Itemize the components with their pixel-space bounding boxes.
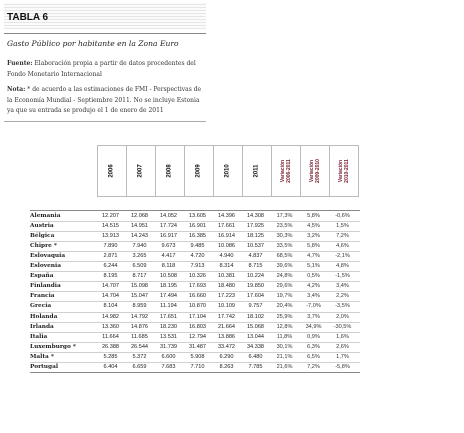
cell-value: 5.285 xyxy=(103,353,118,360)
cell-value: 21,6% xyxy=(276,363,293,370)
cell-value: 29,6% xyxy=(276,283,293,290)
cell-value: 6.509 xyxy=(132,263,147,270)
cell-value: 9.485 xyxy=(190,243,205,250)
cell-value: 11,8% xyxy=(276,333,293,340)
column-header-label: 2008 xyxy=(166,163,173,178)
cell-value: 33.472 xyxy=(217,343,236,350)
country-name: Portugal xyxy=(30,363,59,370)
cell-value: 18.195 xyxy=(159,283,178,290)
cell-value: -7,0% xyxy=(306,303,321,310)
cell-value: 16.660 xyxy=(188,293,207,300)
cell-value: 16.917 xyxy=(159,233,178,240)
country-name: Francia xyxy=(30,293,55,300)
cell-value: 14.515 xyxy=(101,223,120,230)
cell-value: 8.263 xyxy=(219,363,234,370)
column-header-label: Variación 2009-2010 xyxy=(308,158,321,183)
notes-rule xyxy=(4,121,206,122)
cell-value: -0,6% xyxy=(335,213,350,219)
table-row xyxy=(30,211,360,221)
cell-value: 3.265 xyxy=(132,253,147,260)
cell-value: 14.243 xyxy=(130,233,149,240)
cell-value: 30,3% xyxy=(276,233,293,240)
source-text: Elaboración propia a partir de datos procedentes del Fondo Monetario Internacional xyxy=(7,60,196,78)
cell-value: 3,4% xyxy=(336,283,349,290)
cell-value: 11.664 xyxy=(102,333,119,340)
cell-value: 13.531 xyxy=(159,333,178,340)
column-header-label: 2010 xyxy=(224,163,231,178)
cell-value: 21.664 xyxy=(217,323,236,330)
cell-value: 14.704 xyxy=(101,293,120,300)
cell-value: 16.914 xyxy=(217,233,236,240)
country-name: Italia xyxy=(30,333,48,340)
cell-value: 1,6% xyxy=(336,333,349,340)
cell-value: 17.104 xyxy=(188,313,207,320)
cell-value: 5,8% xyxy=(307,213,320,219)
cell-value: 17.651 xyxy=(159,313,178,320)
header-bottom-line xyxy=(97,196,359,197)
cell-value: 17.604 xyxy=(246,293,265,300)
cell-value: 7.913 xyxy=(190,263,205,270)
column-header xyxy=(271,145,300,196)
cell-value: 6,3% xyxy=(307,343,320,350)
cell-value: 17.693 xyxy=(188,283,207,290)
cell-value: 12.794 xyxy=(188,333,207,340)
country-name: Malta * xyxy=(30,353,54,360)
cell-value: 2,6% xyxy=(336,343,349,350)
cell-value: 34.338 xyxy=(246,343,265,350)
cell-value: 5.372 xyxy=(132,353,147,360)
cell-value: 8.717 xyxy=(132,273,147,280)
cell-value: 13.605 xyxy=(188,213,207,219)
cell-value: 17.223 xyxy=(217,293,236,300)
cell-value: 6.600 xyxy=(161,353,176,360)
cell-value: 17.494 xyxy=(159,293,178,300)
cell-value: 5,1% xyxy=(307,263,320,270)
cell-value: 10.508 xyxy=(159,273,178,280)
country-name: Irlanda xyxy=(30,323,54,330)
cell-value: 15.068 xyxy=(246,323,265,330)
column-header xyxy=(126,145,155,196)
country-name: Alemania xyxy=(30,213,61,219)
cell-value: 34,9% xyxy=(305,323,322,330)
table-row xyxy=(30,241,360,251)
cell-value: 2,0% xyxy=(336,313,349,320)
column-header-label: Variación 2010-2011 xyxy=(337,158,350,183)
cell-value: 14.707 xyxy=(101,283,120,290)
cell-value: 14.308 xyxy=(246,213,265,219)
country-name: Austria xyxy=(30,223,54,230)
table-row xyxy=(30,362,360,372)
table-title: Gasto Público por habitante en la Zona Euro xyxy=(7,39,179,48)
cell-value: 5.908 xyxy=(190,353,205,360)
column-header-label: 2011 xyxy=(254,163,260,178)
cell-value: 6.404 xyxy=(103,363,118,370)
cell-value: 7,2% xyxy=(307,363,320,370)
cell-value: 14.876 xyxy=(130,323,149,330)
cell-value: 2,2% xyxy=(336,293,349,300)
cell-value: 25,9% xyxy=(276,313,293,320)
column-header xyxy=(155,145,184,196)
column-header-label: 2009 xyxy=(195,163,202,178)
cell-value: 8.118 xyxy=(161,263,176,270)
cell-value: 10.870 xyxy=(188,303,207,310)
cell-value: 1,7% xyxy=(336,353,349,360)
cell-value: 1,5% xyxy=(336,223,349,230)
column-header-label: 2007 xyxy=(137,163,144,178)
cell-value: 6.480 xyxy=(248,353,263,360)
cell-value: 18.480 xyxy=(217,283,236,290)
country-name: Eslovenia xyxy=(30,263,61,270)
cell-value: 0,5% xyxy=(307,273,320,280)
country-name: Grecia xyxy=(30,303,52,310)
cell-value: 9.757 xyxy=(248,303,263,310)
cell-value: 4,8% xyxy=(336,263,349,270)
cell-value: 14.052 xyxy=(159,213,178,219)
cell-value: 12.068 xyxy=(130,213,149,219)
cell-value: 6.659 xyxy=(132,363,147,370)
footnote xyxy=(7,85,207,117)
cell-value: 20,4% xyxy=(276,303,293,310)
cell-value: 10.109 xyxy=(217,303,236,310)
source-prefix: Fuente: xyxy=(7,60,33,67)
country-name: Eslovaquia xyxy=(30,253,66,260)
cell-value: 39,6% xyxy=(276,263,293,270)
cell-value: 10.537 xyxy=(246,243,265,250)
cell-value: 17,3% xyxy=(276,213,293,219)
cell-value: 7.940 xyxy=(132,243,147,250)
cell-value: 26.388 xyxy=(101,343,120,350)
country-name: España xyxy=(30,273,54,280)
cell-value: 21,1% xyxy=(276,353,293,360)
cell-value: 8.195 xyxy=(103,273,118,280)
cell-value: 13.886 xyxy=(217,333,236,340)
cell-value: 10.086 xyxy=(217,243,236,250)
cell-value: 16.803 xyxy=(188,323,207,330)
cell-value: -3,5% xyxy=(335,303,350,310)
column-header-label: 2006 xyxy=(108,163,115,178)
cell-value: 3,7% xyxy=(307,313,320,320)
cell-value: 3,2% xyxy=(307,233,320,240)
cell-value: 4.720 xyxy=(190,253,205,260)
cell-value: 14.792 xyxy=(130,313,149,320)
cell-value: 12.207 xyxy=(101,213,120,219)
table-top-line xyxy=(30,210,360,211)
column-header xyxy=(213,145,242,196)
cell-value: 14.982 xyxy=(101,313,120,320)
notes-text: * de acuerdo a las estimaciones de FMI - Perspectivas de la Economía Mundial - Septiembre 2011. No se incluye Estonia ya que su entrada se produjo el 1 de enero de 2011 xyxy=(7,86,202,114)
cell-value: 6,5% xyxy=(307,353,320,360)
table-row xyxy=(30,301,360,311)
cell-value: 15.047 xyxy=(130,293,149,300)
cell-value: 13.360 xyxy=(101,323,120,330)
cell-value: 10.381 xyxy=(217,273,236,280)
table-row xyxy=(30,291,360,301)
cell-value: 4.940 xyxy=(219,253,234,260)
table-row xyxy=(30,342,360,352)
cell-value: 7.710 xyxy=(190,363,205,370)
column-header xyxy=(184,145,213,196)
column-header xyxy=(242,145,271,196)
cell-value: 8.959 xyxy=(132,303,147,310)
cell-value: 14.951 xyxy=(130,223,149,230)
cell-value: 19.850 xyxy=(246,283,265,290)
cell-value: 10.224 xyxy=(246,273,265,280)
table-row xyxy=(30,352,360,362)
table-row xyxy=(30,322,360,332)
cell-value: 4,6% xyxy=(336,243,349,250)
cell-value: 5,8% xyxy=(307,243,320,250)
table-row xyxy=(30,312,360,322)
cell-value: 31.739 xyxy=(159,343,178,350)
country-name: Chipre * xyxy=(30,243,57,250)
cell-value: 68,5% xyxy=(276,253,293,260)
country-name: Finlandia xyxy=(30,283,61,290)
cell-value: -5,8% xyxy=(335,363,350,370)
cell-value: 15.098 xyxy=(130,283,149,290)
column-header xyxy=(97,145,126,196)
table-label: TABLA 6 xyxy=(7,12,49,23)
cell-value: 11.194 xyxy=(160,303,177,310)
country-name: Holanda xyxy=(30,313,58,320)
cell-value: 26.544 xyxy=(130,343,149,350)
cell-value: 33,5% xyxy=(276,243,293,250)
cell-value: 18.230 xyxy=(159,323,178,330)
cell-value: 13.044 xyxy=(246,333,265,340)
cell-value: 9.673 xyxy=(161,243,176,250)
cell-value: 30,1% xyxy=(276,343,293,350)
cell-value: 17.742 xyxy=(217,313,236,320)
cell-value: 4,2% xyxy=(307,283,320,290)
table-row xyxy=(30,271,360,281)
notes-prefix: Nota: xyxy=(7,86,26,93)
cell-value: 17.724 xyxy=(159,223,178,230)
cell-value: 10.326 xyxy=(188,273,207,280)
table-row xyxy=(30,332,360,342)
cell-value: -2,1% xyxy=(335,253,350,260)
cell-value: 14.396 xyxy=(217,213,236,219)
table-row xyxy=(30,281,360,291)
table-row xyxy=(30,231,360,241)
cell-value: 4,7% xyxy=(307,253,320,260)
table-row xyxy=(30,251,360,261)
cell-value: 13.913 xyxy=(101,233,120,240)
column-header xyxy=(329,145,358,196)
cell-value: 11.685 xyxy=(131,333,148,340)
cell-value: -1,5% xyxy=(335,273,350,280)
table-row xyxy=(30,261,360,271)
cell-value: 8.104 xyxy=(103,303,118,310)
cell-value: 7.785 xyxy=(248,363,263,370)
cell-value: 18.102 xyxy=(246,313,265,320)
cell-value: 16.385 xyxy=(188,233,207,240)
cell-value: 19,7% xyxy=(276,293,293,300)
header-rule xyxy=(4,33,206,34)
cell-value: 7.890 xyxy=(103,243,118,250)
cell-value: 17.925 xyxy=(246,223,265,230)
cell-value: 3,4% xyxy=(307,293,320,300)
cell-value: 23,5% xyxy=(276,223,293,230)
cell-value: 31.487 xyxy=(188,343,207,350)
cell-value: 17.661 xyxy=(217,223,236,230)
column-header-label: Variación 2006-2011 xyxy=(279,158,292,183)
header-right-border xyxy=(358,145,359,196)
cell-value: -30,5% xyxy=(333,323,352,330)
cell-value: 4.837 xyxy=(248,253,263,260)
cell-value: 24,8% xyxy=(276,273,293,280)
cell-value: 6.290 xyxy=(219,353,234,360)
cell-value: 18.125 xyxy=(246,233,265,240)
cell-value: 4.417 xyxy=(161,253,176,260)
row-divider xyxy=(30,372,360,373)
cell-value: 8.314 xyxy=(219,263,234,270)
cell-value: 2.871 xyxy=(103,253,118,260)
table-row xyxy=(30,221,360,231)
country-name: Bélgica xyxy=(30,233,55,240)
cell-value: 0,9% xyxy=(307,333,320,340)
cell-value: 16.901 xyxy=(188,223,207,230)
column-headers xyxy=(97,145,359,196)
country-name: Luxemburgo * xyxy=(30,343,76,350)
column-header xyxy=(300,145,329,196)
cell-value: 7.683 xyxy=(161,363,176,370)
cell-value: 12,8% xyxy=(276,323,293,330)
source-note xyxy=(7,59,207,80)
cell-value: 4,5% xyxy=(307,223,320,230)
cell-value: 6.244 xyxy=(103,263,118,270)
cell-value: 7,2% xyxy=(336,233,349,240)
cell-value: 8.715 xyxy=(248,263,263,270)
